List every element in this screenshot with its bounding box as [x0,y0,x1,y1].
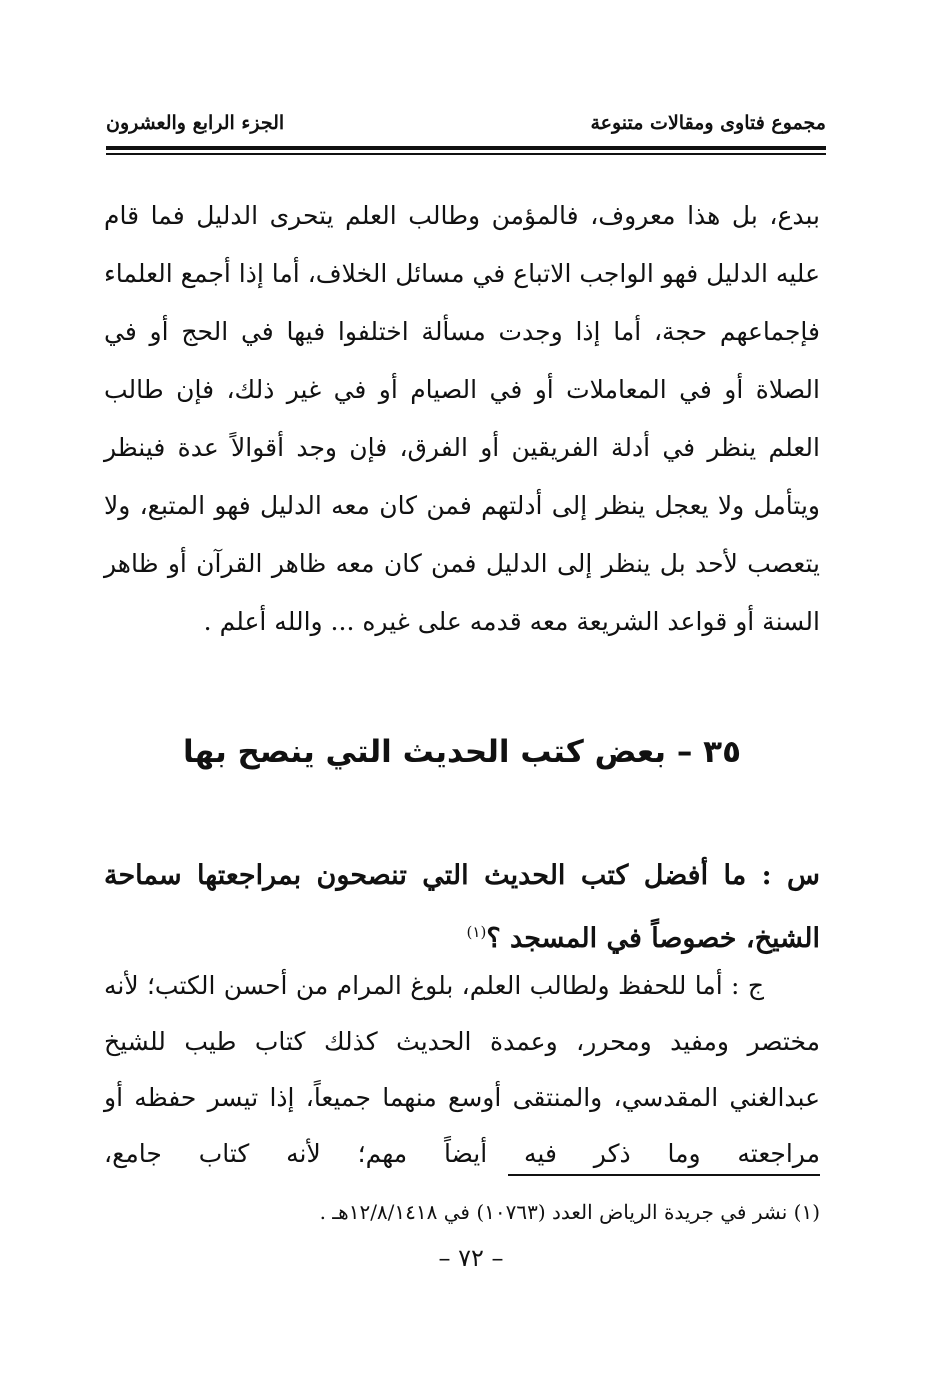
header-rule-thin [106,153,826,155]
page-number: – ٧٢ – [438,1244,504,1272]
footnote: (١) نشر في جريدة الرياض العدد (١٠٧٦٣) في ١٢/٨/١٤١٨هـ . [319,1200,820,1224]
running-header [106,106,826,142]
answer-paragraph [104,958,820,1182]
header-rule-thick [106,146,826,150]
volume-label: الجزء الرابع والعشرون [106,112,285,134]
question-paragraph [104,848,820,967]
body-paragraph: ببدع، بل هذا معروف، فالمؤمن وطالب العلم يتحرى الدليل فما قام عليه الدليل فهو الواجب الاتباع في مسائل الخلاف، أما إذا أجمع العلماء فإجماعهم حجة، أما إذا وجدت مسألة اختلفوا فيها في الحج أو في الصلاة أو في المعاملات أو في الصيام أو في غير ذلك، فإن طالب العلم ينظر في أدلة الفريقين أو الفرق، فإن وجد أقوالاً عدة فينظر ويتأمل ولا يعجل ينظر إلى أدلتهم فمن كان معه الدليل فهو المتبع، ولا يتعصب لأحد بل ينظر إلى الدليل فمن كان معه ظاهر القرآن أو ظاهر السنة أو قواعد الشريعة معه قدمه على غيره ... والله أعلم . [104,201,820,636]
answer-text: ج : أما للحفظ ولطالب العلم، بلوغ المرام من أحسن الكتب؛ لأنه مختصر ومفيد ومحرر، وعمدة الحديث كذلك كتاب طيب للشيخ عبدالغني المقدسي، والمنتقى أوسع منهما جميعاً، إذا تيسر حفظه أو مراجعته وما ذكر فيه أيضاً مهم؛ لأنه كتاب جامع، [104,971,820,1168]
question-text: س : ما أفضل كتب الحديث التي تنصحون بمراجعتها سماحة الشيخ، خصوصاً في المسجد ؟ [104,860,820,954]
book-title: مجموع فتاوى ومقالات متنوعة [590,112,826,134]
section-heading: ٣٥ – بعض كتب الحديث التي ينصح بها [182,734,741,770]
footnote-separator [508,1174,820,1176]
footnote-marker: (١) [466,923,487,941]
